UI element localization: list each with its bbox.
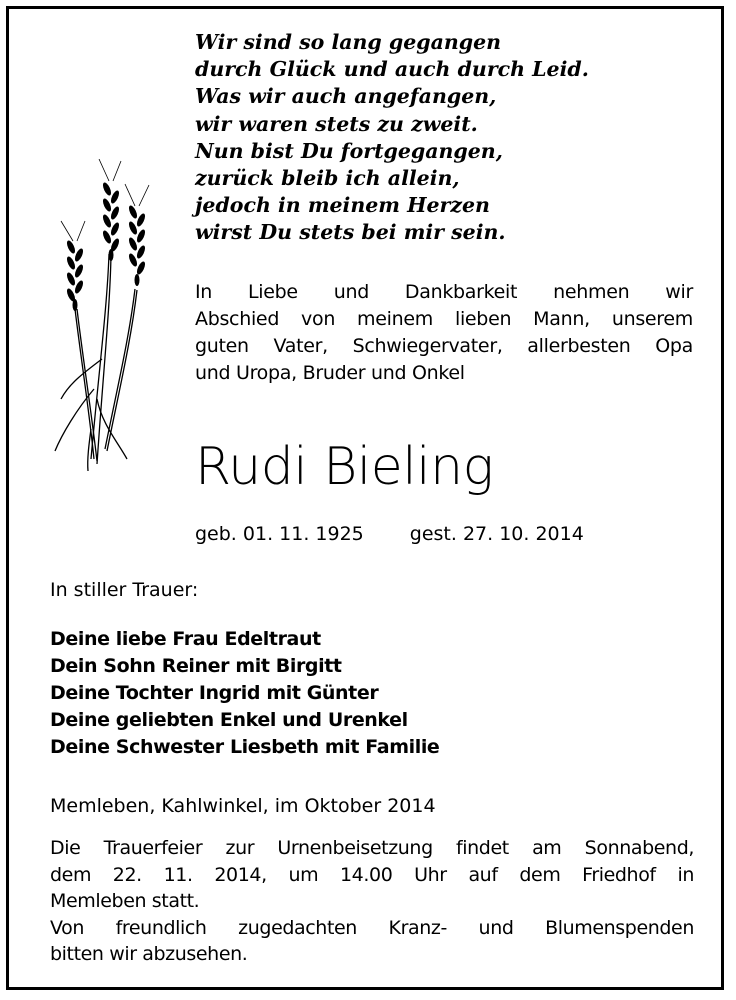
funeral-notice — [50, 835, 694, 968]
poem-line: Wir sind so lang gegangen — [195, 30, 502, 54]
poem-line: Was wir auch angefangen, — [195, 84, 497, 109]
poem-line: durch Glück und auch durch Leid. — [195, 57, 589, 82]
deceased-name: Rudi Bieling — [195, 437, 494, 497]
poem-line: wirst Du stets bei mir sein. — [195, 220, 506, 245]
poem-line: zurück bleib ich allein, — [195, 166, 460, 191]
birth-date: geb. 01. 11. 1925 — [195, 523, 364, 545]
family-member: Deine Schwester Liesbeth mit Familie — [50, 736, 440, 758]
family-member: Dein Sohn Reiner mit Birgitt — [50, 655, 342, 677]
intro-line: In Liebe und Dankbarkeit nehmen wir — [195, 281, 693, 303]
death-date: gest. 27. 10. 2014 — [409, 523, 584, 545]
life-dates — [195, 523, 645, 545]
notice-line: Von freundlich zugedachten Kranz- und Blumenspenden — [50, 916, 694, 939]
family-list — [50, 626, 439, 761]
intro-text — [195, 279, 693, 387]
mourning-label: In stiller Trauer: — [50, 579, 199, 601]
obituary-frame — [6, 6, 724, 990]
notice-line: dem 22. 11. 2014, um 14.00 Uhr auf dem Friedhof in — [50, 863, 694, 886]
wheat-ears-icon — [47, 159, 159, 479]
place-date: Memleben, Kahlwinkel, im Oktober 2014 — [50, 795, 436, 817]
poem-line: jedoch in meinem Herzen — [195, 193, 490, 218]
intro-line: guten Vater, Schwiegervater, allerbesten Opa — [195, 335, 693, 357]
family-member: Deine liebe Frau Edeltraut — [50, 628, 321, 650]
intro-line: und Uropa, Bruder und Onkel — [195, 362, 465, 384]
family-member: Deine Tochter Ingrid mit Günter — [50, 682, 379, 704]
notice-line: Memleben statt. — [50, 890, 200, 912]
notice-line: bitten wir abzusehen. — [50, 943, 248, 965]
notice-line: Die Trauerfeier zur Urnenbeisetzung findet am Sonnabend, — [50, 837, 694, 859]
family-member: Deine geliebten Enkel und Urenkel — [50, 709, 408, 731]
poem — [195, 29, 695, 247]
poem-line: Nun bist Du fortgegangen, — [195, 138, 503, 163]
intro-line: Abschied von meinem lieben Mann, unserem — [195, 308, 693, 330]
poem-line: wir waren stets zu zweit. — [195, 111, 478, 136]
